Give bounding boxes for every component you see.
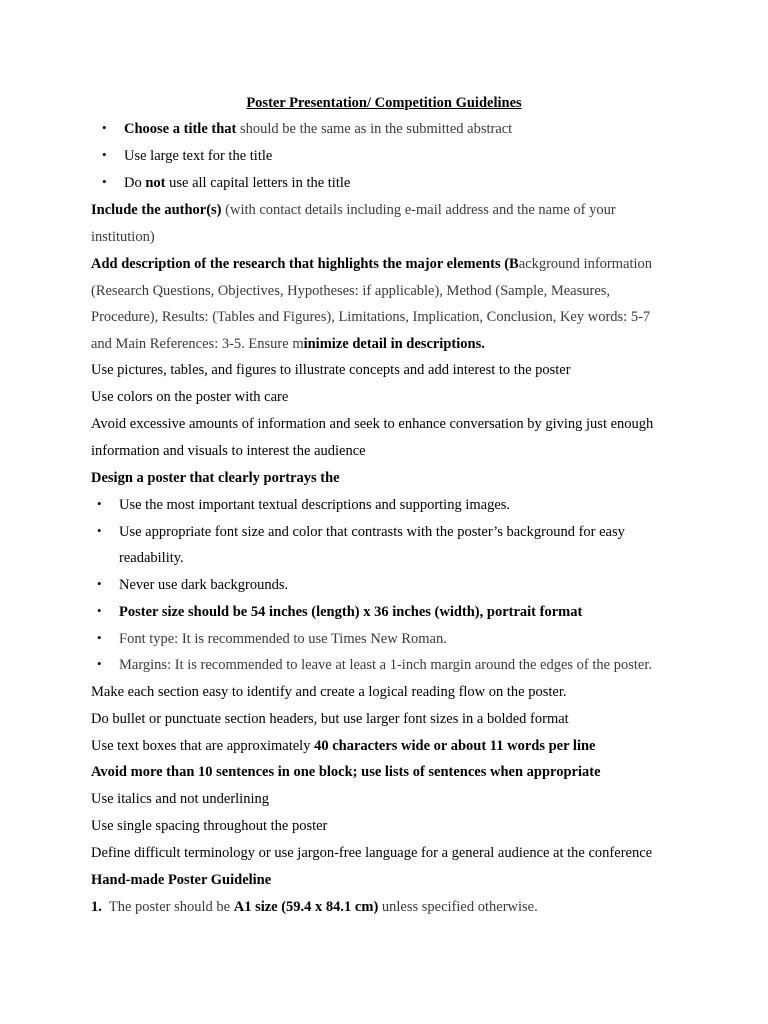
author-paragraph-cont: institution) <box>91 229 155 245</box>
paragraph-sentences: Avoid more than 10 sentences in one block; use lists of sentences when appropriate <box>91 764 601 780</box>
bullet-icon: • <box>102 120 107 135</box>
design-heading: Design a poster that clearly portrays the <box>91 470 340 486</box>
bullet-icon: • <box>97 603 102 618</box>
title-list-item: Choose a title that should be the same as in the submitted abstract <box>124 121 513 137</box>
title-list-item: Do not use all capital letters in the title <box>124 175 351 191</box>
paragraph-textbox: Use text boxes that are approximately 40 characters wide or about 11 words per line <box>91 738 596 754</box>
description-line: (Research Questions, Objectives, Hypotheses: if applicable), Method (Sample, Measures, <box>91 283 611 299</box>
bullet-icon: • <box>97 576 102 591</box>
design-list-item: Never use dark backgrounds. <box>119 577 289 593</box>
design-list-item: Poster size should be 54 inches (length) x 36 inches (width), portrait format <box>119 604 583 620</box>
paragraph-pictures: Use pictures, tables, and figures to illustrate concepts and add interest to the poster <box>91 362 571 378</box>
bullet-icon: • <box>97 496 102 511</box>
author-paragraph: Include the author(s) (with contact details including e-mail address and the name of your <box>91 202 616 218</box>
title-list-item: Use large text for the title <box>124 148 273 164</box>
paragraph-avoid: Avoid excessive amounts of information and seek to enhance conversation by giving just enough <box>91 416 654 432</box>
description-line: Procedure), Results: (Tables and Figures), Limitations, Implication, Conclusion, Key words: 5-7 <box>91 309 651 325</box>
paragraph-bullet: Do bullet or punctuate section headers, but use larger font sizes in a bolded format <box>91 711 569 727</box>
bullet-icon: • <box>102 147 107 162</box>
design-list-item: Use the most important textual descriptions and supporting images. <box>119 497 511 513</box>
design-list-item: Use appropriate font size and color that contrasts with the poster’s background for easy <box>119 524 625 540</box>
handmade-heading: Hand-made Poster Guideline <box>91 872 272 888</box>
bullet-icon: • <box>102 174 107 189</box>
design-list-item: Font type: It is recommended to use Times New Roman. <box>119 631 447 647</box>
document-title: Poster Presentation/ Competition Guidelines <box>246 95 522 111</box>
bullet-icon: • <box>97 523 102 538</box>
paragraph-avoid-cont: information and visuals to interest the audience <box>91 443 366 459</box>
design-list-item: Margins: It is recommended to leave at least a 1-inch margin around the edges of the poster. <box>119 657 652 673</box>
bullet-icon: • <box>97 656 102 671</box>
paragraph-define: Define difficult terminology or use jargon-free language for a general audience at the conference <box>91 845 653 861</box>
bullet-icon: • <box>97 630 102 645</box>
description-paragraph: Add description of the research that highlights the major elements (Background information <box>91 256 653 272</box>
paragraph-section: Make each section easy to identify and create a logical reading flow on the poster. <box>91 684 567 700</box>
description-line: and Main References: 3-5. Ensure minimize detail in descriptions. <box>91 336 485 352</box>
paragraph-colors: Use colors on the poster with care <box>91 389 289 405</box>
paragraph-spacing: Use single spacing throughout the poster <box>91 818 328 834</box>
design-list-item-cont: readability. <box>119 550 184 566</box>
paragraph-italics: Use italics and not underlining <box>91 791 269 807</box>
handmade-item: 1. The poster should be A1 size (59.4 x 84.1 cm) unless specified otherwise. <box>91 899 538 915</box>
